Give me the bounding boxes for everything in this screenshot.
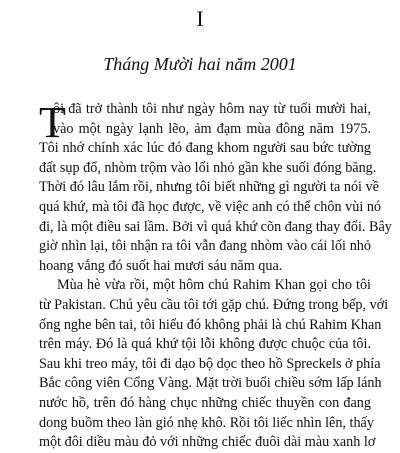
paragraph-line: Tôi nhớ chính xác lúc đó đang khom người sau bức tường (39, 140, 371, 157)
paragraph-line: đi, là một điều sai lầm. Bởi vì quá khứ cõn đang thay đổi. Bây (39, 218, 392, 235)
drop-cap: T (39, 98, 66, 147)
paragraph-line: Sau khi treo máy, tôi đi dạo bộ dọc theo hồ Spreckels ở phía (39, 355, 381, 372)
paragraph-line: một đôi diều màu đỏ với những chiếc đuôi dài màu xanh lơ (39, 434, 376, 451)
paragraph-line: hoang vắng đó suốt hai mươi sáu năm qua. (39, 257, 283, 274)
chapter-number: I (196, 6, 204, 31)
paragraph-line: ôi đã trở thành tôi như ngày hôm nay từ tuổi mười hai, (53, 101, 371, 117)
paragraph-line: giờ nhìn lại, tôi nhận ra tôi vẫn đang nhòm vào cái lối nhỏ (39, 238, 371, 255)
chapter-title: Tháng Mười hai năm 2001 (103, 54, 297, 74)
paragraph-line: quá khứ, mà tôi đã học được, về việc anh có thể chôn vùi nó (39, 198, 382, 215)
paragraph-1 (39, 100, 392, 276)
paragraph-line: dong buồm theo làn gió nhẹ khô. Rồi tôi liếc nhìn lên, thấy (39, 414, 374, 431)
paragraph-line: ống nghe bên tai, tôi hiểu đó không phải là chú Rahim Khan (39, 316, 382, 333)
paragraph-line: Thời đó lâu lắm rồi, nhưng tôi biết những gì người ta nói về (39, 179, 379, 196)
paragraph-2 (39, 276, 389, 452)
paragraph-line: trên máy. Đó là quá khứ tội lỗi không được chuộc của tôi. (39, 336, 371, 353)
paragraph-line: vào một ngày lạnh lẽo, ảm đạm mùa đông năm 1975. (53, 120, 371, 137)
paragraph-line: từ Pakistan. Chú yêu cầu tôi tới gặp chú. Đứng trong bếp, với (39, 296, 389, 313)
paragraph-line: Mùa hè vừa rồi, một hôm chú Rahim Khan gọi cho tôi (57, 277, 371, 294)
paragraph-line: Bắc công viên Cổng Vàng. Mặt trời buổi chiều sớm lấp lánh (39, 375, 382, 392)
paragraph-line: nước hồ, trên đó hàng chục những chiếc thuyền con đang (39, 394, 371, 411)
paragraph-line: đất sụp đổ, nhòm trộm vào lối nhỏ gần khe suối đóng băng. (39, 159, 377, 176)
